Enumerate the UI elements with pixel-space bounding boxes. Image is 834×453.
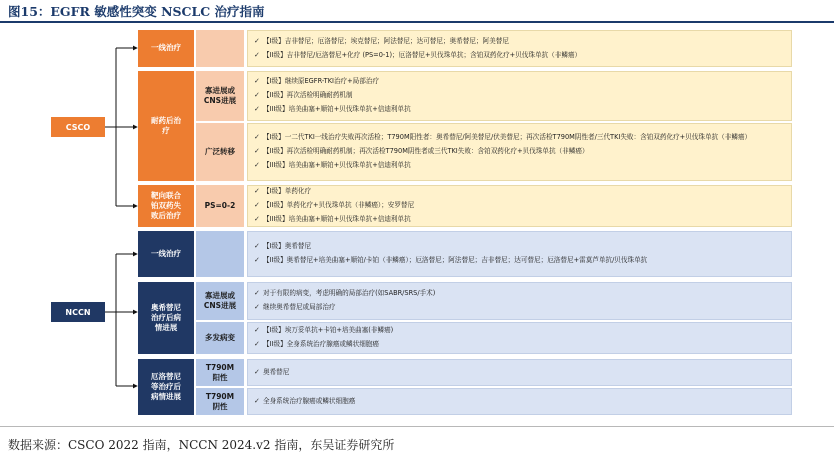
list-item: ✓ 继续奥希替尼或局部治疗 [254, 303, 336, 311]
checkmark-icon: ✓ [254, 396, 260, 405]
csco-first-line-content [247, 30, 792, 67]
checkmark-icon: ✓ [254, 187, 260, 196]
csco-wide-metastasis-sub: 广泛转移 [196, 123, 244, 181]
csco-ps-sub: PS=0-2 [196, 185, 244, 227]
nccn-erlotinib-progress-category: 厄洛替尼 等治疗后 病情进展 [138, 359, 194, 415]
checkmark-icon: ✓ [254, 303, 260, 311]
figure-title: 图15：EGFR 敏感性突变 NSCLC 治疗指南 [8, 4, 265, 19]
csco-first-line-category: 一线治疗 [138, 30, 194, 67]
csco-post-resistance-category: 耐药后治 疗 [138, 71, 194, 181]
footer-divider [0, 426, 834, 427]
nccn-first-line-category: 一线治疗 [138, 231, 194, 277]
checkmark-icon: ✓ [254, 36, 260, 45]
nccn-first-line-content [247, 231, 792, 277]
list-item: ✓ 【I级】继续原EGFR-TKI治疗+局部治疗 [254, 77, 380, 86]
list-item: ✓ 奥希替尼 [254, 367, 290, 376]
checkmark-icon: ✓ [254, 147, 260, 156]
nccn-multi-lesion-sub: 多发病变 [196, 322, 244, 354]
nccn-first-line-sub-blank [196, 231, 244, 277]
csco-oligo-content [247, 71, 792, 121]
list-item: ✓ 【I级】奥希替尼 [254, 242, 312, 251]
nccn-t790m-negative-sub: T790M 阴性 [196, 388, 244, 415]
nccn-oligo-content [247, 282, 792, 320]
list-item: ✓ 【II级】再次活检明确耐药机制；再次活检T790M阴性者或三代TKI失败：含铂双药化疗+贝伐珠单抗（非鳞癌） [254, 147, 589, 156]
checkmark-icon: ✓ [254, 77, 260, 86]
csco-chemo-failure-category: 靶向联合 铂双药失 败后治疗 [138, 185, 194, 227]
nccn-node: NCCN [51, 302, 105, 322]
list-item: ✓ 对于有限的病变，考虑明确的局部治疗(如SABR/SRS/手术) [254, 289, 436, 298]
checkmark-icon: ✓ [254, 133, 260, 142]
csco-wide-content [247, 123, 792, 181]
list-item: ✓ 【II级】全身系统治疗腺癌或鳞状细胞癌 [254, 340, 379, 348]
checkmark-icon: ✓ [254, 340, 260, 348]
csco-first-line-sub-blank [196, 30, 244, 67]
list-item: ✓ 【III级】培美曲塞+顺铂+贝伐珠单抗+信迪利单抗 [254, 160, 411, 169]
csco-oligo-cns-sub: 寡进展或 CNS进展 [196, 71, 244, 121]
checkmark-icon: ✓ [254, 104, 260, 113]
checkmark-icon: ✓ [254, 242, 260, 251]
list-item: ✓ 【III级】培美曲塞+顺铂+贝伐珠单抗+信迪利单抗 [254, 104, 411, 113]
list-item: ✓ 【II级】吉非替尼/厄洛替尼+化疗 (PS=0-1)；厄洛替尼+贝伐珠单抗；含铂双药化疗+贝伐珠单抗（非鳞癌） [254, 50, 582, 59]
list-item: ✓ 【II级】单药化疗+贝伐珠单抗（非鳞癌）；安罗替尼 [254, 201, 415, 210]
checkmark-icon: ✓ [254, 367, 260, 376]
nccn-osimertinib-progress-category: 奥希替尼 治疗后病 情进展 [138, 282, 194, 354]
csco-ps-content [247, 185, 792, 227]
nccn-t790m-positive-content [247, 359, 792, 386]
nccn-multi-content [247, 322, 792, 354]
nccn-t790m-negative-content [247, 388, 792, 415]
checkmark-icon: ✓ [254, 289, 260, 298]
list-item: ✓ 【I级】一二代TKI一线治疗失败再次活检；T790M阳性者：奥希替尼/阿美替尼/伏美替尼；再次活检T790M阴性者/三代TKI失败：含铂双药化疗+贝伐珠单抗（非鳞癌） [254, 133, 752, 142]
checkmark-icon: ✓ [254, 160, 260, 169]
checkmark-icon: ✓ [254, 256, 260, 264]
list-item: ✓ 【I级】吉非替尼；厄洛替尼；埃克替尼；阿法替尼；达可替尼；奥希替尼；阿美替尼 [254, 36, 509, 45]
list-item: ✓ 【I级】单药化疗 [254, 187, 312, 196]
checkmark-icon: ✓ [254, 201, 260, 210]
list-item: ✓ 【II级】再次活检明确耐药机制 [254, 91, 353, 100]
csco-node: CSCO [51, 117, 105, 137]
nccn-t790m-positive-sub: T790M 阳性 [196, 359, 244, 386]
list-item: ✓ 全身系统治疗腺癌或鳞状细胞癌 [254, 396, 356, 405]
checkmark-icon: ✓ [254, 91, 260, 100]
checkmark-icon: ✓ [254, 214, 260, 223]
list-item: ✓ 【II级】奥希替尼+培美曲塞+顺铂/卡铂（非鳞癌）；厄洛替尼；阿法替尼；吉非替尼；达可替尼；厄洛替尼+雷莫芦单抗/贝伐珠单抗 [254, 256, 648, 264]
checkmark-icon: ✓ [254, 326, 260, 335]
source-note: 数据来源：CSCO 2022 指南，NCCN 2024.v2 指南，东吴证券研究所 [8, 438, 395, 452]
checkmark-icon: ✓ [254, 50, 260, 59]
nccn-oligo-cns-sub: 寡进展或 CNS进展 [196, 282, 244, 320]
list-item: ✓ 【I级】埃万妥单抗+卡铂+培美曲塞(非鳞癌) [254, 326, 394, 335]
list-item: ✓ 【III级】培美曲塞+顺铂+贝伐珠单抗+信迪利单抗 [254, 214, 411, 223]
